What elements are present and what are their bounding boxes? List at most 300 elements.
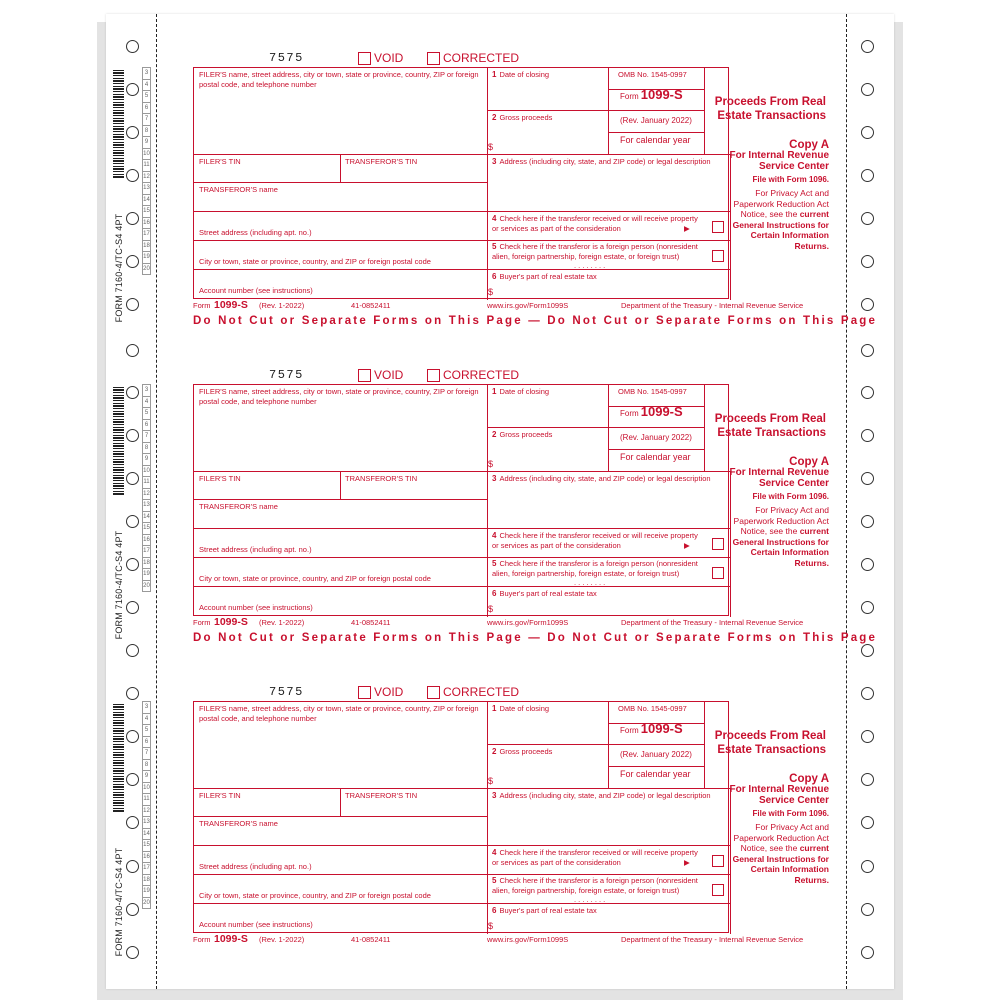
transferor-tin-field[interactable] [345,791,483,801]
footer-revision: (Rev. 1-2022) [259,618,305,627]
divider [194,788,730,789]
privacy-bold-text: current General Instructions for Certain Information Returns. [732,526,829,568]
gross-proceeds-field[interactable] [492,747,604,757]
footer-form-number: 1099-S [214,299,248,311]
line-number: 6 [142,419,151,431]
line-number: 3 [142,701,151,713]
copy-a-for-irs: For Internal Revenue Service Center [729,150,829,172]
line-number: 20 [142,263,151,276]
transferor-name-label: TRANSFEROR'S name [199,819,278,828]
tractor-hole [126,344,139,357]
line-number: 12 [142,488,151,500]
divider [608,385,609,471]
omb-number: OMB No. 1545-0997 [618,387,687,396]
transferor-tin-label: TRANSFEROR'S TIN [345,474,418,483]
box5-number: 5 [492,876,497,885]
divider [487,903,730,904]
tractor-hole [861,169,874,182]
revision-date: (Rev. January 2022) [620,433,692,442]
control-row [193,687,829,701]
void-checkbox[interactable] [358,686,371,699]
divider [487,385,488,617]
street-address-field[interactable] [199,862,483,872]
copy-a-for-irs: For Internal Revenue Service Center [729,784,829,806]
line-number: 19 [142,568,151,580]
box3-number: 3 [492,157,497,166]
tractor-hole [861,83,874,96]
tractor-hole [126,212,139,225]
form-word: Form [620,409,639,418]
divider [194,240,487,241]
tractor-hole [861,255,874,268]
buyers-tax-field[interactable] [492,589,728,599]
filer-info-field[interactable] [199,387,483,406]
divider [340,154,341,182]
divider [340,788,341,816]
box1-label: Date of closing [499,704,550,713]
line-number: 13 [142,816,151,828]
line-number: 3 [142,384,151,396]
tractor-hole [861,687,874,700]
divider [487,702,488,934]
box4-checkbox[interactable] [712,855,724,867]
filer-label: FILER'S name, street address, city or town, state or province, country, ZIP or foreign postal code, and telephone number [199,387,479,406]
void-label: VOID [374,685,404,699]
box4-text [492,214,706,233]
line-number: 16 [142,217,151,229]
line-number: 19 [142,885,151,897]
form-footer [193,935,829,947]
tractor-hole [861,515,874,528]
line-number: 20 [142,897,151,910]
divider [608,427,704,428]
box6-number: 6 [492,589,497,598]
line-number: 17 [142,228,151,240]
box3-number: 3 [492,474,497,483]
form-title: Proceeds From Real Estate Transactions [714,413,826,439]
privacy-text: For Privacy Act and Paperwork Reduction Act Notice, see the [733,822,829,853]
divider [340,471,341,499]
line-number: 18 [142,240,151,252]
tractor-hole [861,644,874,657]
street-address-field[interactable] [199,228,483,238]
footer-form-word: Form [193,935,211,944]
calendar-year-field[interactable]: For calendar year [620,135,691,145]
line-number: 10 [142,782,151,794]
filer-info-field[interactable] [199,70,483,89]
catalog-number: 41-0852411 [351,301,391,310]
tractor-hole [861,558,874,571]
privacy-text: For Privacy Act and Paperwork Reduction Act Notice, see the [733,188,829,219]
divider [194,182,487,183]
tractor-hole [861,472,874,485]
do-not-cut-notice: Do Not Cut or Separate Forms on This Page — Do Not Cut or Separate Forms on This Page [193,632,878,644]
right-perforation-line [846,14,847,989]
form-title: Proceeds From Real Estate Transactions [714,730,826,756]
gross-proceeds-field[interactable] [492,430,604,440]
filer-label: FILER'S name, street address, city or town, state or province, country, ZIP or foreign postal code, and telephone number [199,70,479,89]
tractor-hole [861,429,874,442]
line-number: 16 [142,851,151,863]
account-number-field[interactable] [199,286,483,296]
box3-label: Address (including city, state, and ZIP code) or legal description [499,791,711,800]
box5-checkbox[interactable] [712,567,724,579]
divider [194,874,487,875]
city-label: City or town, state or province, country, and ZIP or foreign postal code [199,257,431,266]
box1-number: 1 [492,387,497,396]
box4-label: Check here if the transferor received or will receive property or services as part of the consideration [492,531,698,550]
divider [194,471,730,472]
catalog-number: 41-0852411 [351,935,391,944]
divider [487,528,730,529]
divider [194,528,487,529]
account-number-field[interactable] [199,920,483,930]
divider [194,816,487,817]
city-label: City or town, state or province, country, and ZIP or foreign postal code [199,574,431,583]
line-number: 5 [142,724,151,736]
corrected-label: CORRECTED [443,51,520,65]
box5-text [492,242,706,261]
tractor-hole [861,601,874,614]
account-number-label: Account number (see instructions) [199,603,313,612]
department-line: Department of the Treasury - Internal Revenue Service [621,301,804,310]
box5-checkbox[interactable] [712,884,724,896]
box6-dollar-sign: $ [488,604,494,614]
divider [194,845,487,846]
privacy-notice [729,188,829,251]
line-number: 10 [142,148,151,160]
tractor-hole [861,773,874,786]
street-address-field[interactable] [199,545,483,555]
tractor-hole [126,126,139,139]
tractor-hole [126,472,139,485]
irs-url: www.irs.gov/Form1099S [487,618,569,627]
form-1099s-copy-a-2 [193,368,878,672]
copy-a-block [729,456,829,568]
box4-label: Check here if the transferor received or will receive property or services as part of the consideration [492,848,698,867]
footer-form-word: Form [193,618,211,627]
line-number: 15 [142,839,151,851]
box2-dollar-sign: $ [488,459,494,469]
line-number: 18 [142,874,151,886]
form-number: 1099-S [640,87,683,102]
filer-info-field[interactable] [199,704,483,723]
line-number: 12 [142,171,151,183]
divider [194,557,487,558]
box4-number: 4 [492,848,497,857]
box1-label: Date of closing [499,70,550,79]
box6-label: Buyer's part of real estate tax [499,589,597,598]
transferor-tin-field[interactable] [345,474,483,484]
box6-dollar-sign: $ [488,287,494,297]
buyers-tax-field[interactable] [492,906,728,916]
property-address-field[interactable] [492,791,728,801]
line-number: 4 [142,396,151,408]
form-title: Proceeds From Real Estate Transactions [714,96,826,122]
line-number: 9 [142,453,151,465]
line-number: 4 [142,713,151,725]
line-number-strip [142,384,151,592]
footer-form-word: Form [193,301,211,310]
control-number: 7575 [269,368,304,382]
omb-number: OMB No. 1545-0997 [618,70,687,79]
omb-number: OMB No. 1545-0997 [618,704,687,713]
line-number: 6 [142,736,151,748]
divider [194,586,487,587]
void-label: VOID [374,51,404,65]
transferor-name-label: TRANSFEROR'S name [199,502,278,511]
barcode [113,704,124,812]
box2-number: 2 [492,113,497,122]
account-number-field[interactable] [199,603,483,613]
form-number-block [620,721,704,744]
privacy-notice [729,822,829,885]
box6-dollar-sign: $ [488,921,494,931]
box4-checkbox[interactable] [712,221,724,233]
box5-label: Check here if the transferor is a foreign person (nonresident alien, foreign partnership, foreign estate, or foreign trust) [492,242,698,261]
box3-label: Address (including city, state, and ZIP code) or legal description [499,157,711,166]
property-address-field[interactable] [492,474,728,484]
line-number: 14 [142,828,151,840]
corrected-checkbox[interactable] [427,369,440,382]
barcode [113,387,124,495]
divider [487,269,730,270]
control-row [193,53,829,67]
copy-a-block [729,773,829,885]
tractor-hole [126,903,139,916]
file-with-note: File with Form 1096. [752,492,829,501]
filer-tin-label: FILER'S TIN [199,791,241,800]
arrow-icon: ▶ [684,224,690,233]
line-number: 15 [142,522,151,534]
side-form-label-text: FORM 7160-4/TC-S4 4PT [114,530,124,640]
tractor-hole [861,386,874,399]
tractor-hole [126,773,139,786]
box5-checkbox[interactable] [712,250,724,262]
filer-tin-label: FILER'S TIN [199,157,241,166]
privacy-text: For Privacy Act and Paperwork Reduction Act Notice, see the [733,505,829,536]
buyers-tax-field[interactable] [492,272,728,282]
line-number: 19 [142,251,151,263]
footer-revision: (Rev. 1-2022) [259,935,305,944]
line-number: 5 [142,407,151,419]
form-number-block [620,404,704,427]
tractor-hole [126,83,139,96]
line-number: 8 [142,759,151,771]
revision-date: (Rev. January 2022) [620,750,692,759]
corrected-checkbox[interactable] [427,686,440,699]
box6-label: Buyer's part of real estate tax [499,906,597,915]
line-number: 15 [142,205,151,217]
line-number-strip [142,67,151,275]
file-with-note: File with Form 1096. [752,809,829,818]
divider [194,269,487,270]
divider [487,557,730,558]
void-label: VOID [374,368,404,382]
tractor-hole [861,298,874,311]
footer-form-number: 1099-S [214,616,248,628]
divider [487,427,608,428]
form-number-block [620,87,704,110]
line-number: 7 [142,113,151,125]
tractor-hole [126,386,139,399]
tractor-hole [126,169,139,182]
side-form-label-text: FORM 7160-4/TC-S4 4PT [114,847,124,957]
barcode [113,70,124,178]
line-number: 7 [142,430,151,442]
box6-number: 6 [492,906,497,915]
city-field[interactable] [199,574,483,584]
form-number: 1099-S [640,404,683,419]
line-number: 14 [142,194,151,206]
form-footer [193,301,829,313]
leader-dots: . . . . . . . . [574,895,606,904]
box2-number: 2 [492,747,497,756]
filer-tin-field[interactable] [199,157,337,167]
form-1099s-copy-a-1 [193,51,878,355]
divider [487,586,730,587]
tractor-hole [126,255,139,268]
tractor-hole [126,429,139,442]
irs-url: www.irs.gov/Form1099S [487,935,569,944]
footer-revision: (Rev. 1-2022) [259,301,305,310]
tractor-hole [126,298,139,311]
privacy-bold-text: current General Instructions for Certain Information Returns. [732,843,829,885]
calendar-year-field[interactable]: For calendar year [620,452,691,462]
box5-label: Check here if the transferor is a foreign person (nonresident alien, foreign partnership, foreign estate, or foreign trust) [492,876,698,895]
tractor-hole [861,860,874,873]
do-not-cut-notice: Do Not Cut or Separate Forms on This Page — Do Not Cut or Separate Forms on This Page [193,315,878,327]
line-number: 11 [142,793,151,805]
copy-a-title: Copy A [789,773,829,785]
gross-proceeds-field[interactable] [492,113,604,123]
catalog-number: 41-0852411 [351,618,391,627]
transferor-tin-label: TRANSFEROR'S TIN [345,157,418,166]
transferor-name-field[interactable] [199,819,483,829]
filer-tin-field[interactable] [199,791,337,801]
line-number: 4 [142,79,151,91]
box2-dollar-sign: $ [488,776,494,786]
tractor-hole [126,730,139,743]
arrow-icon: ▶ [684,541,690,550]
street-address-label: Street address (including apt. no.) [199,545,312,554]
box1-label: Date of closing [499,387,550,396]
tractor-hole [126,946,139,959]
line-number: 14 [142,511,151,523]
tractor-hole [126,644,139,657]
line-number: 8 [142,125,151,137]
box2-dollar-sign: $ [488,142,494,152]
divider [487,110,608,111]
box3-label: Address (including city, state, and ZIP code) or legal description [499,474,711,483]
copy-a-block [729,139,829,251]
side-form-label [113,193,125,353]
divider [608,110,704,111]
line-number: 8 [142,442,151,454]
filer-label: FILER'S name, street address, city or town, state or province, country, ZIP or foreign postal code, and telephone number [199,704,479,723]
line-number: 17 [142,545,151,557]
tractor-hole [861,40,874,53]
line-number: 11 [142,476,151,488]
box4-label: Check here if the transferor received or will receive property or services as part of the consideration [492,214,698,233]
calendar-year-field[interactable]: For calendar year [620,769,691,779]
corrected-checkbox[interactable] [427,52,440,65]
box4-checkbox[interactable] [712,538,724,550]
tractor-hole [126,558,139,571]
copy-a-title: Copy A [789,139,829,151]
box4-text [492,531,706,550]
filer-tin-field[interactable] [199,474,337,484]
date-of-closing-field[interactable] [492,387,604,397]
box4-number: 4 [492,531,497,540]
line-number: 12 [142,805,151,817]
box5-number: 5 [492,559,497,568]
divider [194,211,487,212]
box2-label: Gross proceeds [499,430,553,439]
line-number: 13 [142,499,151,511]
city-field[interactable] [199,257,483,267]
box1-number: 1 [492,704,497,713]
form-word: Form [620,92,639,101]
tractor-hole [126,860,139,873]
divider [487,240,730,241]
box2-label: Gross proceeds [499,113,553,122]
line-number: 5 [142,90,151,102]
tractor-hole [861,946,874,959]
city-field[interactable] [199,891,483,901]
privacy-notice [729,505,829,568]
form-footer [193,618,829,630]
void-checkbox[interactable] [358,369,371,382]
line-number: 6 [142,102,151,114]
divider [608,68,609,154]
transferor-name-field[interactable] [199,502,483,512]
date-of-closing-field[interactable] [492,704,604,714]
property-address-field[interactable] [492,157,728,167]
tractor-hole [126,816,139,829]
transferor-tin-field[interactable] [345,157,483,167]
side-form-label [113,510,125,670]
street-address-label: Street address (including apt. no.) [199,862,312,871]
divider [608,766,704,767]
department-line: Department of the Treasury - Internal Revenue Service [621,618,804,627]
date-of-closing-field[interactable] [492,70,604,80]
box2-number: 2 [492,430,497,439]
filer-tin-label: FILER'S TIN [199,474,241,483]
leader-dots: . . . . . . . . [574,578,606,587]
line-number: 18 [142,557,151,569]
void-checkbox[interactable] [358,52,371,65]
divider [608,132,704,133]
transferor-name-field[interactable] [199,185,483,195]
divider [194,154,730,155]
tractor-hole [126,601,139,614]
line-number: 9 [142,136,151,148]
tractor-hole [861,212,874,225]
divider [608,702,609,788]
control-row [193,370,829,384]
box5-text [492,559,706,578]
line-number: 3 [142,67,151,79]
tractor-hole [126,515,139,528]
line-number: 10 [142,465,151,477]
line-number: 17 [142,862,151,874]
box4-text [492,848,706,867]
copy-a-title: Copy A [789,456,829,468]
box2-label: Gross proceeds [499,747,553,756]
form-number: 1099-S [640,721,683,736]
transferor-tin-label: TRANSFEROR'S TIN [345,791,418,800]
